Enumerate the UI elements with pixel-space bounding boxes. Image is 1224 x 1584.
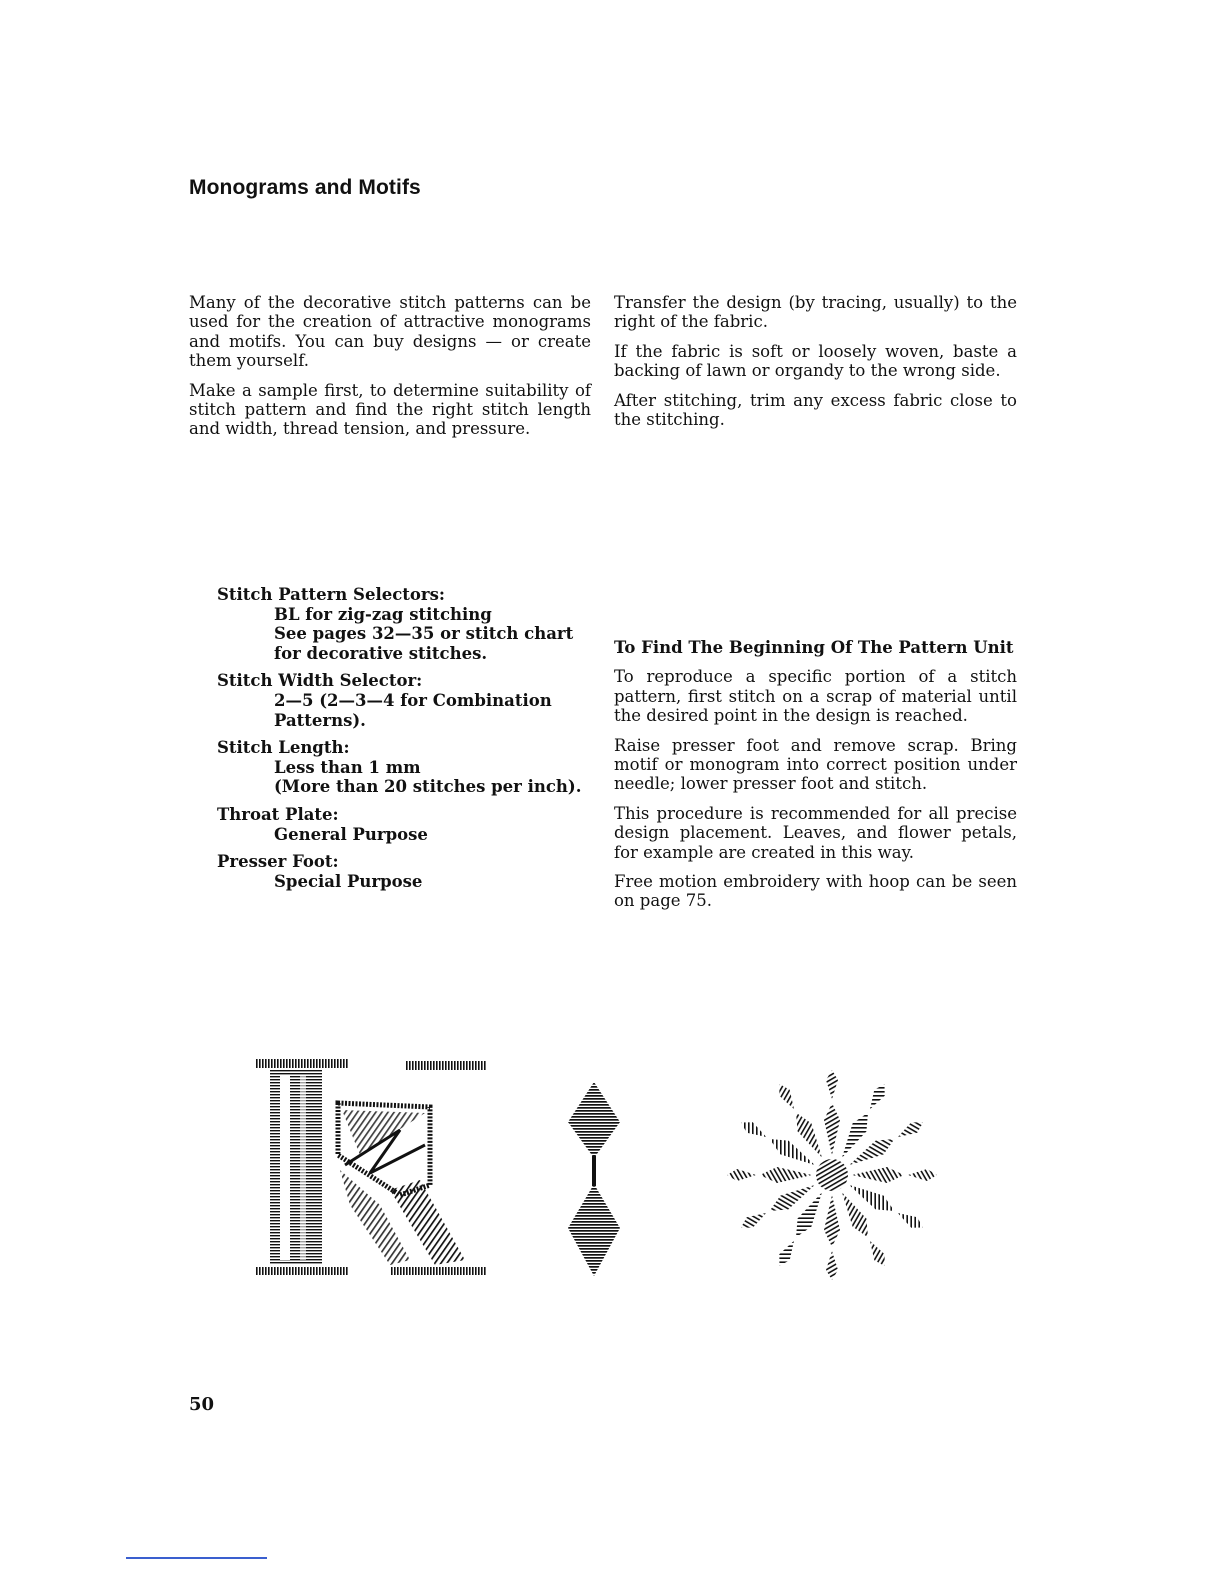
intro-paragraph: Transfer the design (by tracing, usually) to the right of the fabric.	[614, 293, 1017, 332]
section-paragraph: This procedure is recommended for all precise design placement. Leaves, and flower petals, for example are created in this way.	[614, 803, 1017, 862]
section-paragraph: Raise presser foot and remove scrap. Bring motif or monogram into correct position under needle; lower presser foot and stitch.	[614, 735, 1017, 794]
setting-value: 2—5 (2—3—4 for Combination Patterns).	[274, 690, 552, 730]
setting-value: (More than 20 stitches per inch).	[274, 777, 582, 797]
setting-label: Stitch Pattern Selectors:	[217, 585, 445, 604]
scan-artifact-line	[126, 1557, 267, 1559]
pattern-unit-section	[614, 638, 1017, 921]
setting-value: See pages 32—35 or stitch chart for decorative stitches.	[274, 624, 574, 663]
setting-label: Stitch Width Selector:	[217, 671, 423, 691]
setting-throat-plate	[217, 805, 597, 844]
intro-paragraph: If the fabric is soft or loosely woven, baste a backing of lawn or organdy to the wrong side.	[614, 341, 1017, 381]
page-number: 50	[189, 1394, 215, 1415]
intro-right-column	[614, 293, 1017, 439]
machine-settings	[217, 585, 597, 899]
setting-value: Special Purpose	[274, 871, 423, 891]
intro-paragraph: After stitching, trim any excess fabric close to the stitching.	[614, 390, 1017, 430]
page-title: Monograms and Motifs	[189, 176, 421, 199]
setting-value: BL for zig-zag stitching	[274, 604, 492, 624]
setting-label: Stitch Length:	[217, 738, 350, 758]
section-heading: To Find The Beginning Of The Pattern Unit	[614, 638, 1014, 657]
intro-paragraph: Make a sample first, to determine suitability of stitch pattern and find the right stitch length and width, thread tension, and pressure.	[189, 380, 591, 439]
satin-stitch-diamond-illustration	[566, 1080, 622, 1280]
monogram-k-illustration	[250, 1055, 495, 1280]
setting-label: Presser Foot:	[217, 852, 339, 872]
setting-width-selector	[217, 671, 597, 730]
setting-value: General Purpose	[274, 824, 428, 844]
flower-motif-illustration	[690, 1035, 975, 1315]
setting-value: Less than 1 mm	[274, 757, 421, 777]
setting-presser-foot	[217, 852, 597, 891]
intro-left-column	[189, 293, 591, 449]
setting-stitch-length	[217, 738, 597, 797]
section-paragraph: To reproduce a specific portion of a stitch pattern, first stitch on a scrap of material until the desired point in the design is reached.	[614, 667, 1017, 726]
setting-pattern-selectors	[217, 585, 597, 663]
setting-label: Throat Plate:	[217, 804, 339, 824]
intro-paragraph: Many of the decorative stitch patterns can be used for the creation of attractive monograms and motifs. You can buy designs — or create them yourself.	[189, 293, 591, 371]
section-paragraph: Free motion embroidery with hoop can be seen on page 75.	[614, 872, 1017, 911]
